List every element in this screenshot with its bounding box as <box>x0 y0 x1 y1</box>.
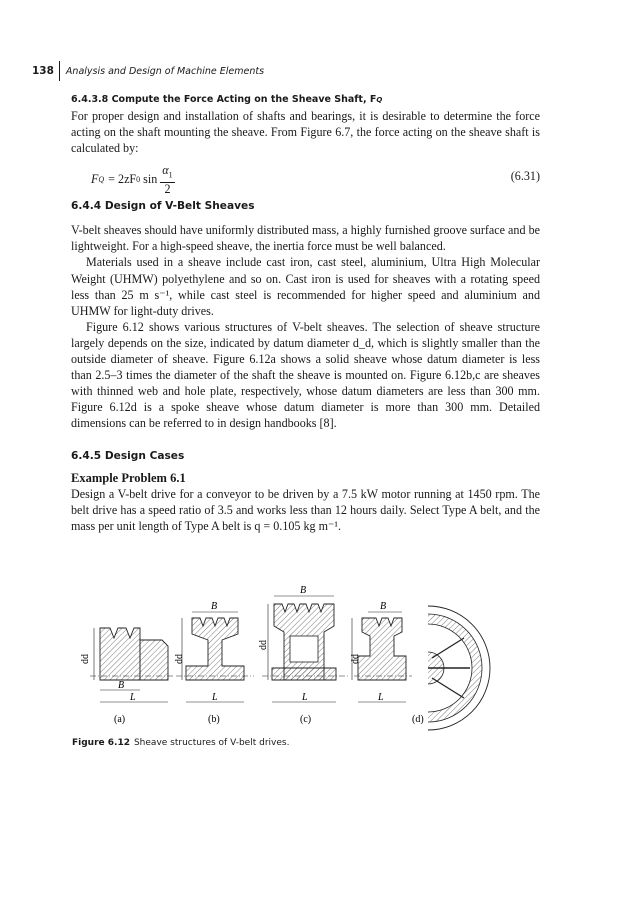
b-label-c: B <box>300 585 307 596</box>
section-heading-645: 6.4.5 Design Cases <box>71 449 185 462</box>
figure-label: Figure 6.12 <box>72 738 130 748</box>
subsection-heading-6438 <box>71 92 540 108</box>
dd-label-c: dd <box>258 640 269 650</box>
dd-label-b: dd <box>174 654 185 664</box>
sub-caption-a: (a) <box>114 714 126 725</box>
example-problem-text: Design a V-belt drive for a conveyor to be driven by a 7.5 kW motor running at 1450 rpm. The belt drive has a speed ratio of 3.5 and works less than 12 hours daily. Select Type A belt, and the mass per unit length of Type A belt is q = 0.105 kg m⁻¹. <box>71 486 540 533</box>
eq-mid: = 2zF <box>108 172 137 187</box>
eq-frac-den: 2 <box>164 181 171 196</box>
b-label-d: B <box>380 601 387 612</box>
example-title: Example Problem 6.1 <box>71 470 186 485</box>
eq-mid-sub: 0 <box>136 175 141 185</box>
sheave-a-drawing <box>80 628 174 725</box>
sub-caption-d: (d) <box>412 714 424 725</box>
figure-caption-text: Sheave structures of V-belt drives. <box>133 738 290 748</box>
sheave-b-drawing <box>174 601 254 725</box>
eq-sin: sin <box>143 172 158 187</box>
page-content <box>71 92 540 534</box>
sub-caption-b: (b) <box>208 714 220 725</box>
l-label-b: L <box>212 692 218 703</box>
paragraph-structures: Figure 6.12 shows various structures of V-belt sheaves. The selection of sheave structure largely depends on the size, indicated by datum diameter d_d, which is slightly smaller than the outside diameter of sheave. Figure 6.12a shows a solid sheave whose datum diameter is less than 2.5–3 times the diameter of the shaft the sheave is mounted on. Figure 6.12b,c are sheaves with thinned web and hole plate, respectively, whose datum diameters are less than 300 mm. Figure 6.12d is a spoke sheave whose datum diameter is more than 300 mm. Detailed dimensions can be referred to in design handbooks [8]. <box>71 319 540 431</box>
b-label-a: B <box>118 680 125 691</box>
equation-6-31 <box>71 158 540 194</box>
paragraph-sheave-mass: V-belt sheaves should have uniformly distributed mass, a highly furnished groove surface and be lightweight. For a high-speed sheave, the inertia force must be well balanced. <box>71 223 540 254</box>
dd-label-a: dd <box>80 654 91 664</box>
l-label-d: L <box>378 692 384 703</box>
eq-fraction <box>160 164 174 195</box>
sheave-structures-figure <box>72 576 540 740</box>
b-label-b: B <box>211 601 218 612</box>
heading-subscript: Q <box>376 96 383 104</box>
sub-caption-c: (c) <box>300 714 312 725</box>
eq-lhs-sub: Q <box>98 175 105 185</box>
eq-frac-num: α <box>162 163 169 178</box>
paragraph-shaft-force: For proper design and installation of shafts and bearings, it is desirable to determine the force acting on the shaft mounting the sheave. From Figure 6.7, the force acting on the sheave shaft is calculated by: <box>71 109 540 156</box>
page-number: 138 <box>32 65 54 77</box>
sheave-c-drawing <box>258 585 348 725</box>
dd-label-d: dd <box>350 654 361 664</box>
l-label-c: L <box>302 692 308 703</box>
running-header <box>32 62 264 80</box>
running-title: Analysis and Design of Machine Elements <box>65 65 265 77</box>
paragraph-materials: Materials used in a sheave include cast iron, cast steel, aluminium, Ultra High Molecular Weight (UHMW) polyethylene and so on. Cast iron is used for sheaves with a rotating speed less than 25 m s⁻¹, while cast steel is recommended for higher speed and aluminium and UHMW for light-duty drives. <box>71 255 540 318</box>
figure-caption <box>72 738 289 748</box>
heading-text: 6.4.3.8 Compute the Force Acting on the Sheave Shaft, F <box>71 94 377 105</box>
eq-lhs: F <box>91 172 99 187</box>
section-heading-644: 6.4.4 Design of V-Belt Sheaves <box>71 200 255 213</box>
l-label-a: L <box>130 692 136 703</box>
eq-frac-num-sub: 1 <box>168 170 173 180</box>
equation-number: (6.31) <box>510 169 540 184</box>
sheave-d-drawing <box>350 601 490 730</box>
